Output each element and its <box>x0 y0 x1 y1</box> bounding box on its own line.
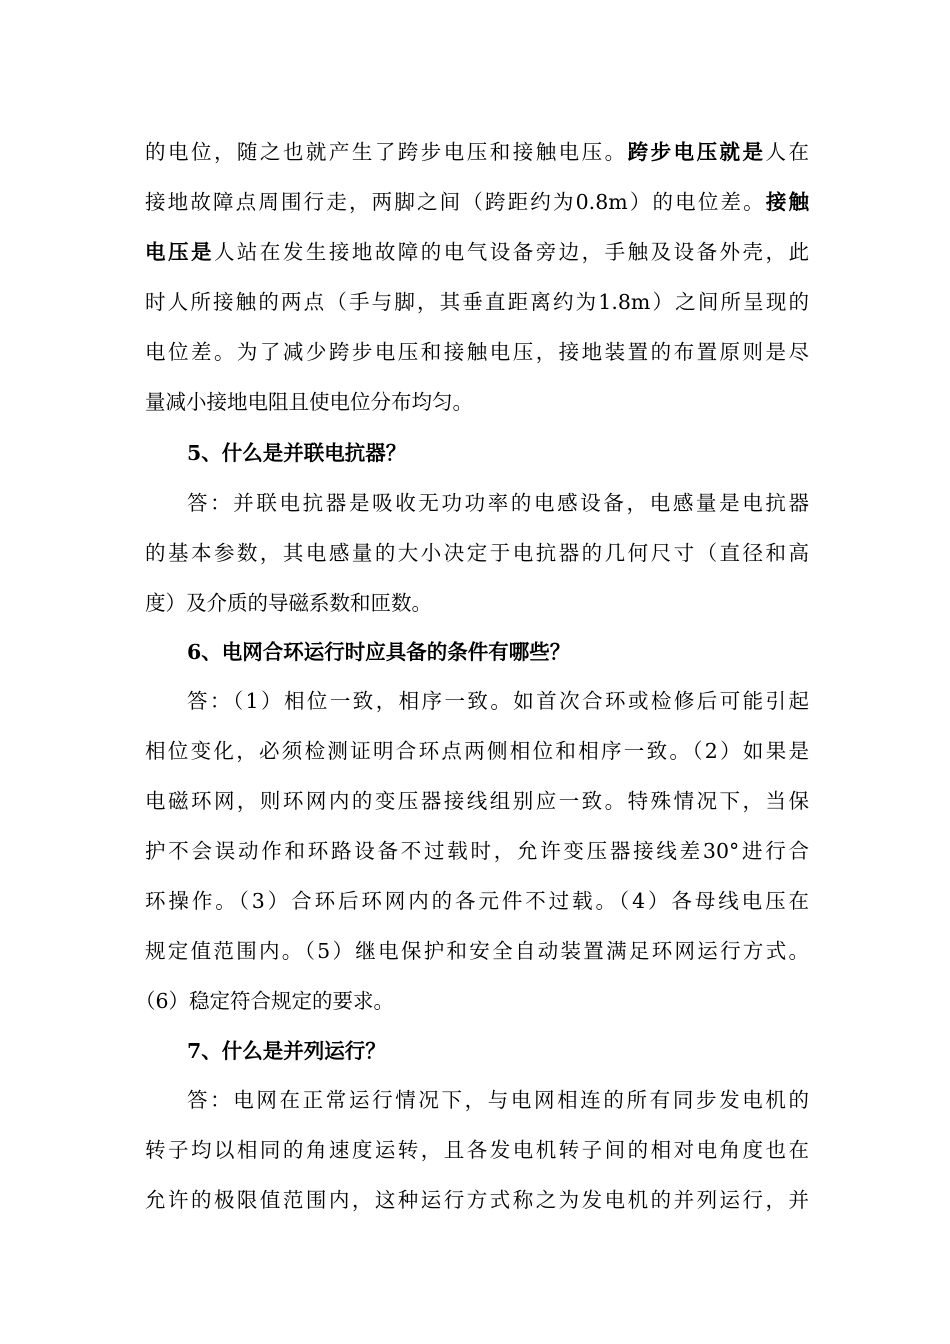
line-text: 人站在发生接地故障的电气设备旁边，手触及设备外壳，此 <box>213 240 810 264</box>
answer-line: 相位变化，必须检测证明合环点两侧相位和相序一致。（2）如果是 <box>145 739 809 763</box>
paragraph-line <box>145 187 809 217</box>
paragraph-line: 量减小接地电阻且使电位分布均匀。 <box>145 390 473 414</box>
answer-line: 的基本参数，其电感量的大小决定于电抗器的几何尺寸（直径和高 <box>145 541 809 565</box>
paragraph-line: 时人所接触的两点（手与脚，其垂直距离约为1.8m）之间所呈现的 <box>145 290 809 314</box>
question-heading: 7、什么是并列运行？ <box>187 1039 386 1063</box>
answer-line: 允许的极限值范围内，这种运行方式称之为发电机的并列运行，并 <box>145 1188 809 1212</box>
bold-term: 电压是 <box>145 240 214 264</box>
answer-line: 答：电网在正常运行情况下，与电网相连的所有同步发电机的 <box>187 1088 809 1112</box>
line-text: 接地故障点周围行走，两脚之间（跨距约为0.8m）的电位差。 <box>145 190 766 214</box>
line-text: 人在 <box>765 140 810 164</box>
answer-line: 度）及介质的导磁系数和匝数。 <box>145 591 432 615</box>
question-heading: 6、电网合环运行时应具备的条件有哪些？ <box>187 640 571 664</box>
answer-line: 答：（1）相位一致，相序一致。如首次合环或检修后可能引起 <box>187 689 809 713</box>
paragraph-line <box>145 237 809 267</box>
line-text: 的电位，随之也就产生了跨步电压和接触电压。 <box>145 140 628 164</box>
paragraph-line: 电位差。为了减少跨步电压和接触电压，接地装置的布置原则是尽 <box>145 340 809 364</box>
question-heading: 5、什么是并联电抗器？ <box>187 441 407 465</box>
answer-line: 答：并联电抗器是吸收无功功率的电感设备，电感量是电抗器 <box>187 491 809 515</box>
answer-line: 电磁环网，则环网内的变压器接线组别应一致。特殊情况下，当保 <box>145 789 809 813</box>
answer-line: 护不会误动作和环路设备不过载时，允许变压器接线差30°进行合 <box>145 839 809 863</box>
bold-term: 接触 <box>765 190 809 214</box>
paragraph-line <box>145 137 809 167</box>
answer-line: （6）稳定符合规定的要求。 <box>135 989 395 1013</box>
answer-line: 转子均以相同的角速度运转，且各发电机转子间的相对电角度也在 <box>145 1138 809 1162</box>
answer-line: 环操作。（3）合环后环网内的各元件不过载。（4）各母线电压在 <box>145 889 809 913</box>
answer-line: 规定值范围内。（5）继电保护和安全自动装置满足环网运行方式。 <box>145 939 809 963</box>
bold-term: 跨步电压就是 <box>627 140 766 164</box>
